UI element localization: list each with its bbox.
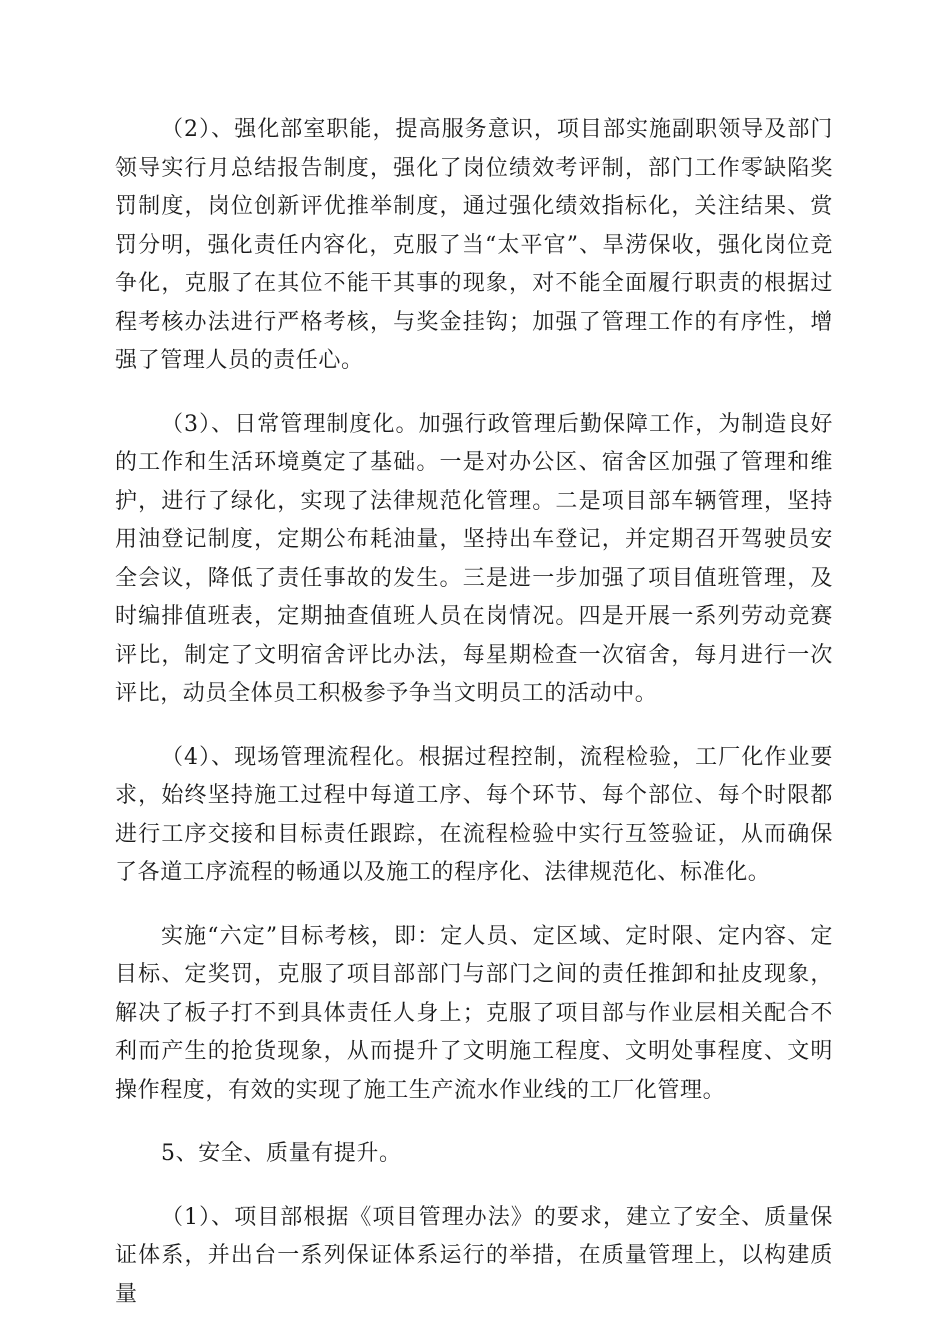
paragraph-department-functions: （2）、强化部室职能，提高服务意识，项目部实施副职领导及部门领导实行月总结报告制度，强化了岗位绩效考评制，部门工作零缺陷奖罚制度，岗位创新评优推举制度，通过强化绩效指标化，关注结果、赏罚分明，强化责任内容化，克服了当“太平官”、旱涝保收，强化岗位竞争化，克服了在其位不能干其事的现象，对不能全面履行职责的根据过程考核办法进行严格考核，与奖金挂钩；加强了管理工作的有序性，增强了管理人员的责任心。	[115, 117, 833, 373]
document-body	[115, 111, 833, 1339]
paragraph-daily-management: （3）、日常管理制度化。加强行政管理后勤保障工作，为制造良好的工作和生活环境奠定了基础。一是对办公区、宿舍区加强了管理和维护，进行了绿化，实现了法律规范化管理。二是项目部车辆管理，坚持用油登记制度，定期公布耗油量，坚持出车登记，并定期召开驾驶员安全会议，降低了责任事故的发生。三是进一步加强了项目值班管理，及时编排值班表，定期抽查值班人员在岗情况。四是开展一系列劳动竞赛评比，制定了文明宿舍评比办法，每星期检查一次宿舍，每月进行一次评比，动员全体员工积极参予争当文明员工的活动中。	[115, 411, 833, 706]
paragraph-six-fixed-assessment: 实施“六定”目标考核，即：定人员、定区域、定时限、定内容、定目标、定奖罚，克服了项目部部门与部门之间的责任推卸和扯皮现象，解决了板子打不到具体责任人身上；克服了项目部与作业层相关配合不利而产生的抢货现象，从而提升了文明施工程度、文明处事程度、文明操作程度，有效的实现了施工生产流水作业线的工厂化管理。	[115, 923, 833, 1103]
paragraph-quality-system: （1）、项目部根据《项目管理办法》的要求，建立了安全、质量保证体系，并出台一系列保证体系运行的举措，在质量管理上，以构建质量	[115, 1204, 833, 1307]
section-heading-safety-quality: 5、安全、质量有提升。	[161, 1141, 402, 1166]
paragraph-site-management: （4）、现场管理流程化。根据过程控制，流程检验，工厂化作业要求，始终坚持施工过程中每道工序、每个环节、每个部位、每个时限都进行工序交接和目标责任跟踪，在流程检验中实行互签验证，从而确保了各道工序流程的畅通以及施工的程序化、法律规范化、标准化。	[115, 744, 833, 885]
